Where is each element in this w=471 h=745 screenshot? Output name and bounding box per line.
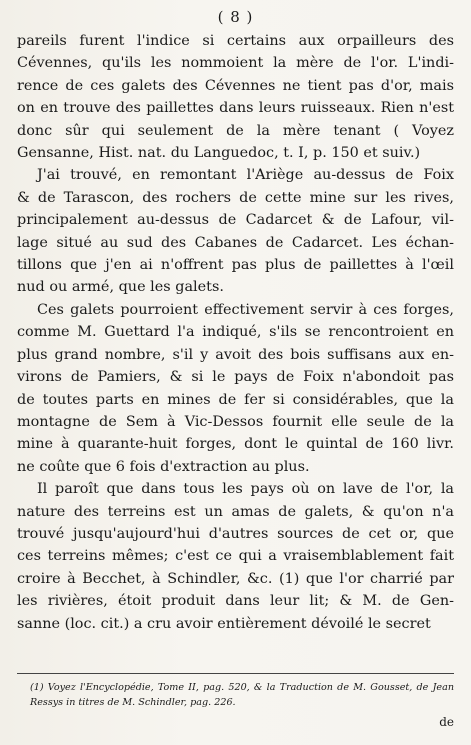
paragraph-1 <box>17 30 454 164</box>
text-line: J'ai trouvé, en remontant l'Ariège au-dessus de Foix <box>37 167 454 184</box>
text-line: mine à quarante-huit forges, dont le quintal de 160 livr. <box>17 436 454 453</box>
paragraph-3 <box>17 299 454 478</box>
text-line: principalement au-dessus de Cadarcet & de Lafour, vil- <box>17 212 454 229</box>
text-line: ne coûte que 6 fois d'extraction au plus. <box>17 458 310 475</box>
text-line: lage situé au sud des Cabanes de Cadarcet. Les échan- <box>17 234 454 251</box>
text-line: Gensanne, Hist. nat. du Languedoc, t. I, p. 150 et suiv.) <box>17 145 421 162</box>
text-line: on en trouve des paillettes dans leurs ruisseaux. Rien n'est <box>17 100 454 117</box>
text-line: virons de Pamiers, & si le pays de Foix n'abondoit pas <box>17 369 454 386</box>
page-number: ( 8 ) <box>217 8 254 26</box>
text-line: donc sûr qui seulement de la mère tenant ( Voyez <box>17 122 454 139</box>
text-line: Cévennes, qu'ils les nommoient la mère de l'or. L'indi- <box>17 55 454 72</box>
text-line: croire à Becchet, à Schindler, &c. (1) que l'or charrié par <box>17 570 454 587</box>
text-line: comme M. Guettard l'a indiqué, s'ils se rencontroient en <box>17 324 454 341</box>
text-line: Ces galets pourroient effectivement servir à ces forges, <box>37 301 454 318</box>
text-line: ces terreins mêmes; c'est ce qui a vraisemblablement fait <box>17 548 454 565</box>
footnote-divider <box>17 673 454 674</box>
text-line: trouvé jusqu'aujourd'hui d'autres sources de cet or, que <box>17 525 454 542</box>
text-line: Il paroît que dans tous les pays où on lave de l'or, la <box>37 481 454 498</box>
catchword: de <box>439 715 454 729</box>
text-line: & de Tarascon, des rochers de cette mine sur les rives, <box>17 189 454 206</box>
text-line: nature des terreins est un amas de galets, & qu'on n'a <box>17 503 454 520</box>
text-line: pareils furent l'indice si certains aux orpailleurs des <box>17 33 454 49</box>
text-line: montagne de Sem à Vic-Dessos fournit elle seule de la <box>17 413 454 430</box>
text-line: nud ou armé, que les galets. <box>17 279 224 296</box>
paragraph-2 <box>17 164 454 298</box>
text-line: de toutes parts en mines de fer si considérables, que la <box>17 391 454 408</box>
paragraph-4 <box>17 478 454 635</box>
text-line: les rivières, étoit produit dans leur lit; & M. de Gen- <box>17 593 454 610</box>
text-line: plus grand nombre, s'il y avoit des bois suffisans aux en- <box>17 346 454 363</box>
text-line: sanne (loc. cit.) a cru avoir entièrement dévoilé le secret <box>17 615 431 632</box>
footnote: (1) Voyez l'Encyclopédie, Tome II, pag. 520, & la Traduction de M. Gousset, de Jean Ressys in titres de M. Schindler, pag. 226. <box>30 682 454 708</box>
text-line: tillons que j'en ai n'offrent pas plus de paillettes à l'œil <box>17 257 454 274</box>
body-text <box>17 30 454 635</box>
text-line: rence de ces galets des Cévennes ne tient pas d'or, mais <box>17 77 454 94</box>
